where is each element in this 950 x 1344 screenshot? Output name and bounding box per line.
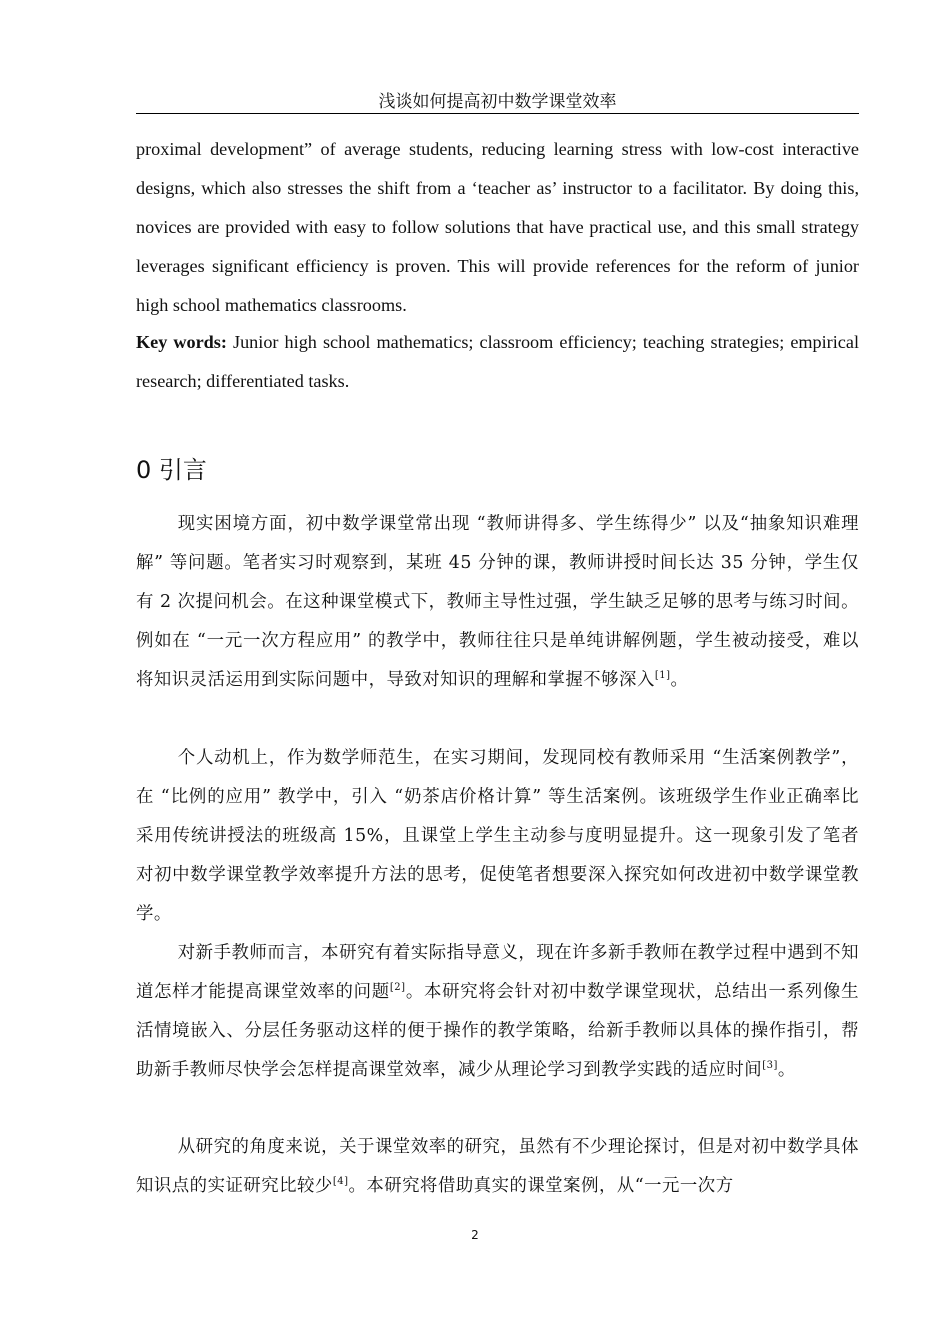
paragraph-text: 从研究的角度来说，关于课堂效率的研究，虽然有不少理论探讨，但是对初中数学具体知识点的实证研究比较少 (136, 1137, 859, 1196)
keywords-paragraph (136, 323, 859, 401)
paragraph-tail: 。 (777, 1060, 796, 1080)
citation-ref: [3] (762, 1060, 778, 1071)
paragraph-tail: 。本研究将借助真实的课堂案例，从“一元一次方 (348, 1176, 734, 1196)
abstract-english-text: proximal development” of average students, reducing learning stress with low-cost interactive designs, which also stresses the shift from a ‘teacher as’ instructor to a facilitator. By doing this, novices are provided with easy to follow solutions that have practical use, and this small strategy leverages significant efficiency is proven. This will provide references for the reform of junior high school mathematics classrooms. (136, 139, 859, 315)
keywords-label: Key words: (136, 332, 227, 352)
page-number: 2 (471, 1228, 479, 1242)
citation-ref: [1] (654, 670, 671, 681)
paragraph-tail: 。 (670, 670, 689, 690)
running-header: 浅谈如何提高初中数学课堂效率 (378, 92, 617, 112)
paragraph-text: 现实困境方面，初中数学课堂常出现 “教师讲得多、学生练得少” 以及“抽象知识难理解” 等问题。笔者实习时观察到，某班 45 分钟的课，教师讲授时间长达 35 分钟，学生仅有 2 次提问机会。在这种课堂模式下，教师主导性过强，学生缺乏足够的思考与练习时间。例如在 “一元一次方程应用” 的教学中，教师往往只是单纯讲解例题，学生被动接受，难以将知识灵活运用到实际问题中，导致对知识的理解和掌握不够深入 (136, 514, 859, 690)
section-title: 0 引言 (136, 456, 207, 484)
paragraph-personal-motivation (136, 739, 859, 934)
paragraph-reality-dilemma (136, 505, 859, 700)
paragraph-tail: 。本研究将会针对初中数学课堂现状，总结出一系列像生活情境嵌入、分层任务驱动这样的便于操作的教学策略，给新手教师以具体的操作指引，帮助新手教师尽快学会怎样提高课堂效率，减少从理论学习到教学实践的适应时间 (136, 982, 859, 1080)
paragraph-text: 对新手教师而言，本研究有着实际指导意义，现在许多新手教师在教学过程中遇到不知道怎样才能提高课堂效率的问题 (136, 943, 859, 1002)
keywords-text: Junior high school mathematics; classroom efficiency; teaching strategies; empirical research; differentiated tasks. (136, 332, 859, 391)
citation-ref: [2] (389, 982, 406, 993)
paragraph-research-perspective (136, 1128, 859, 1206)
citation-ref: [4] (332, 1176, 349, 1187)
paragraph-novice-teachers (136, 934, 859, 1090)
header-rule (136, 113, 859, 114)
paragraph-text: 个人动机上，作为数学师范生，在实习期间，发现同校有教师采用 “生活案例教学”，在 “比例的应用” 教学中，引入 “奶茶店价格计算” 等生活案例。该班级学生作业正确率比采用传统讲授法的班级高 15%，且课堂上学生主动参与度明显提升。这一现象引发了笔者对初中数学课堂教学效率提升方法的思考，促使笔者想要深入探究如何改进初中数学课堂教学。 (136, 748, 859, 924)
